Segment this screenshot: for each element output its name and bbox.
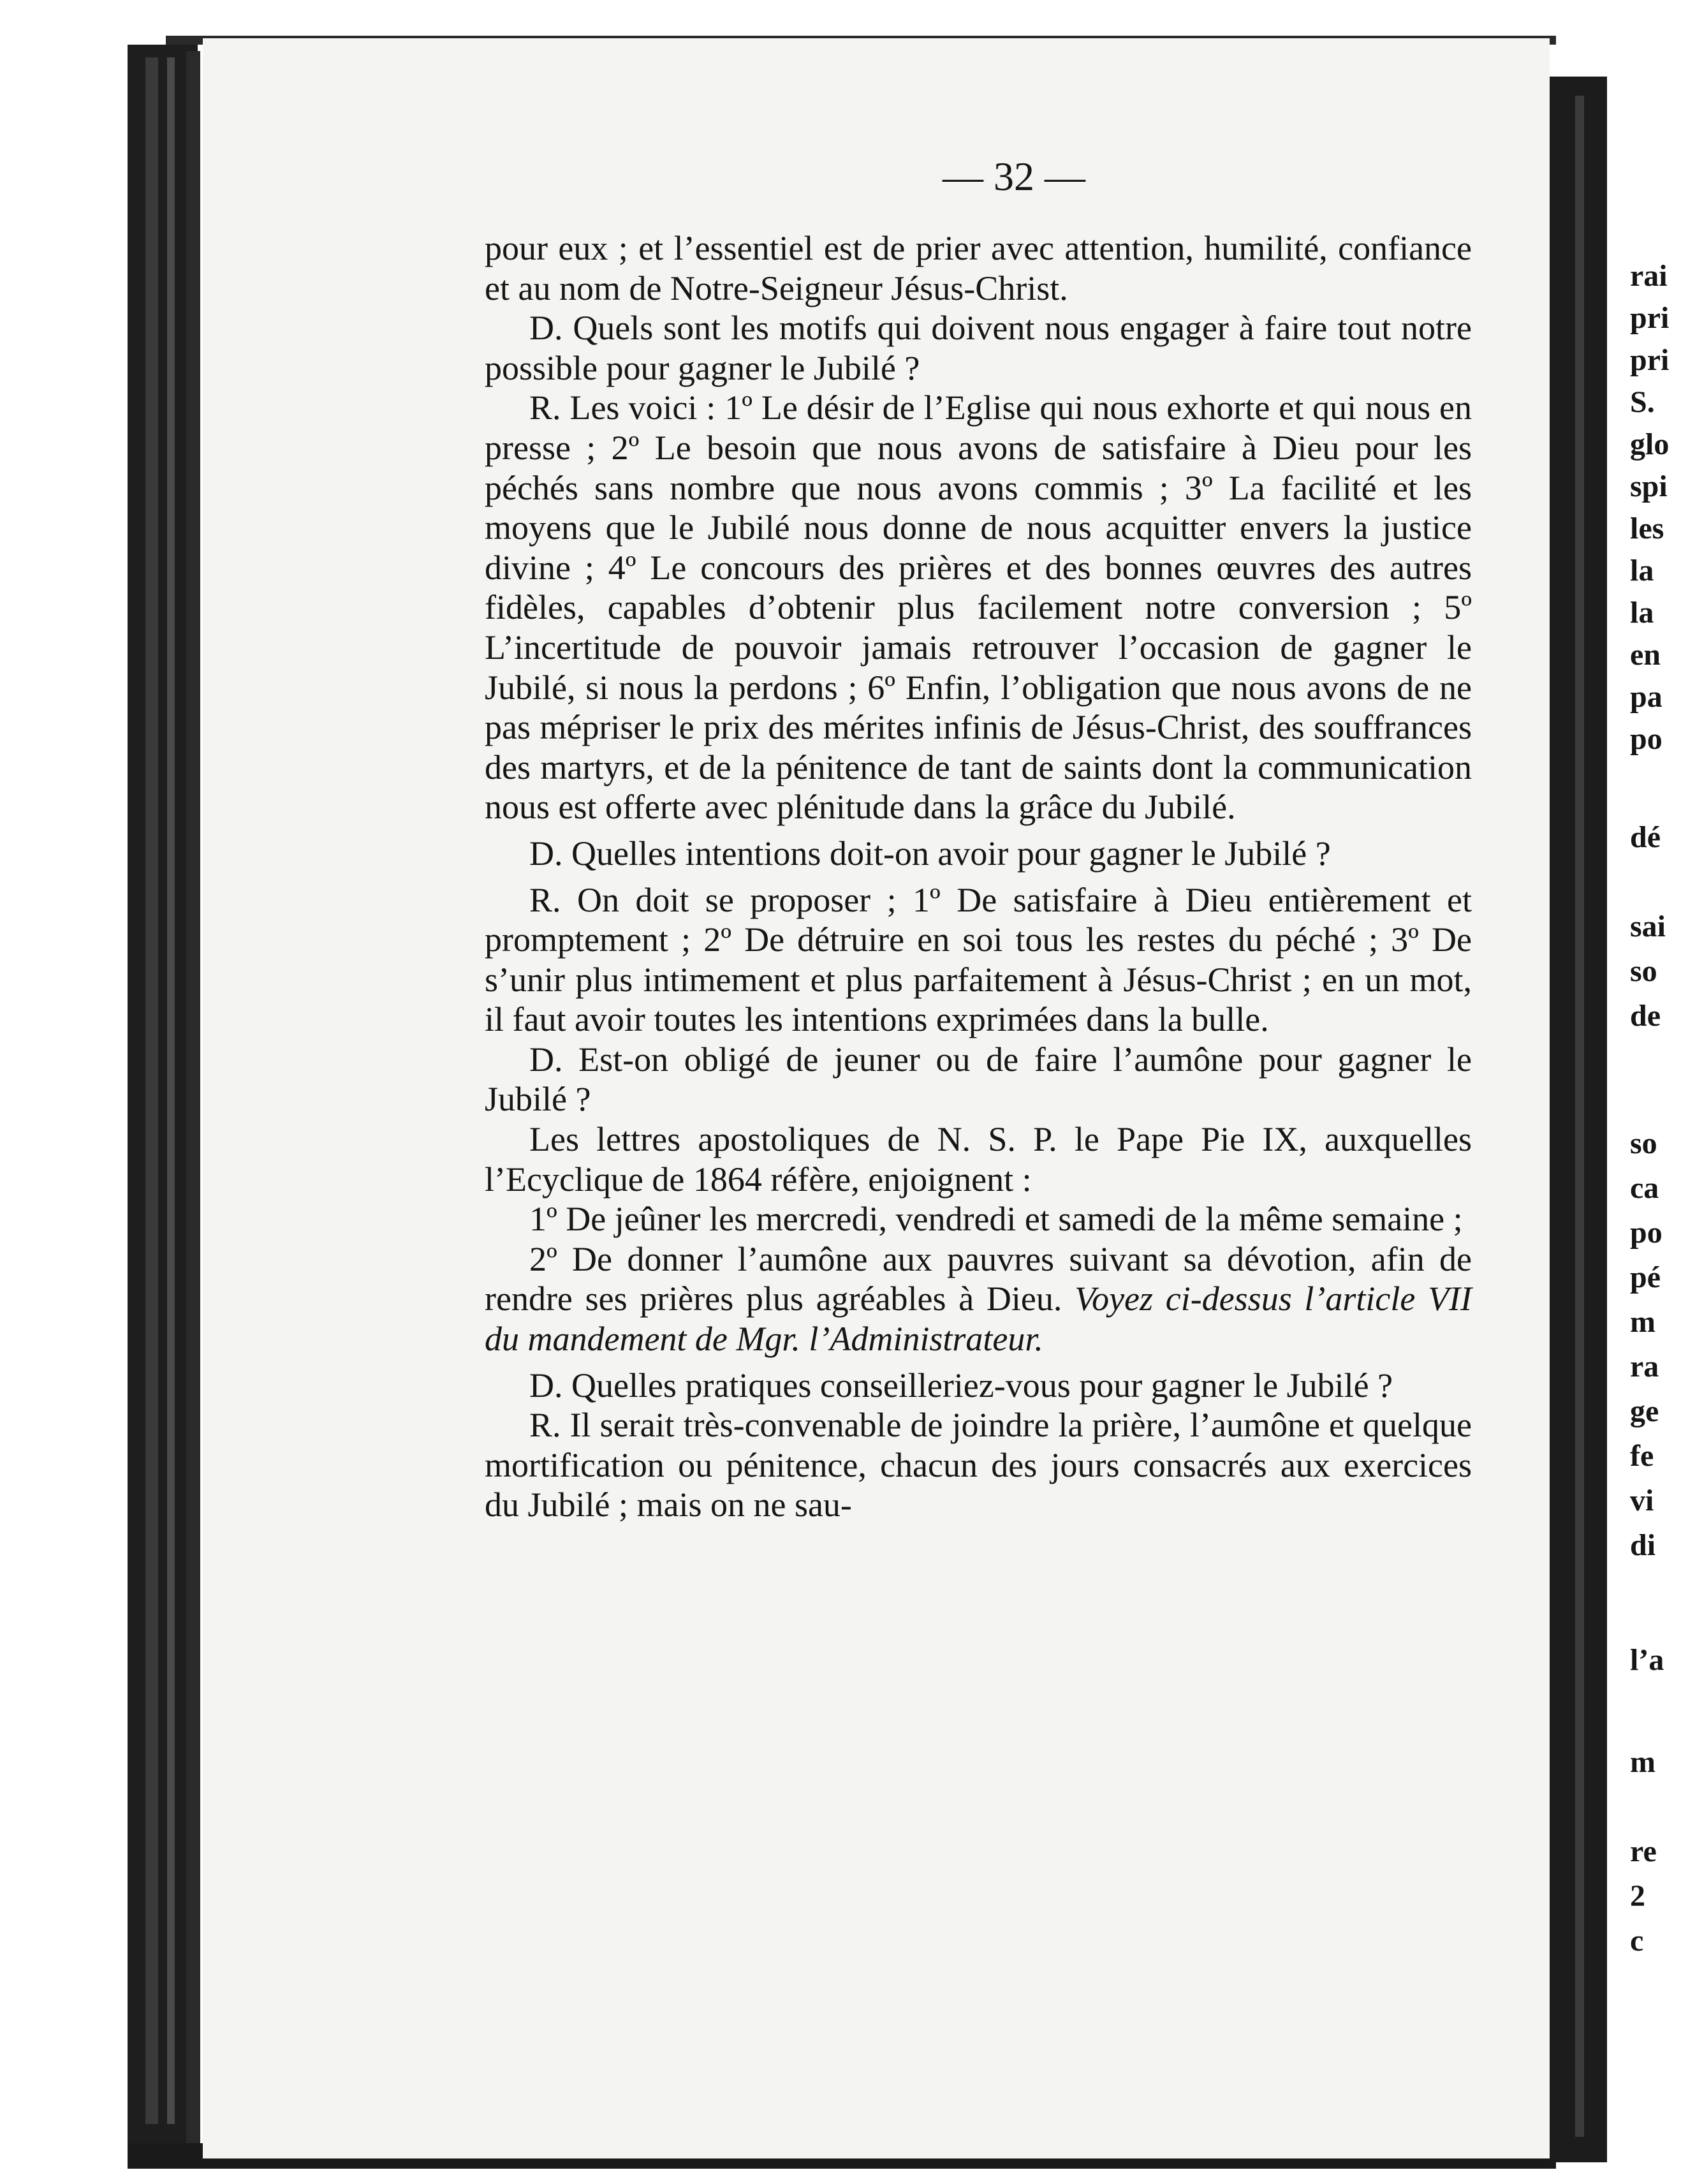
facing-page-fragment: re [1630,1834,1657,1868]
facing-page-fragment: vi [1630,1484,1654,1517]
facing-page-fragment: pa [1630,680,1663,714]
facing-page-fragment: rai [1630,259,1668,293]
question-fasting: D. Est-on obligé de jeuner ou de faire l’aumône pour gagner le Jubilé ? [485,1040,1472,1119]
facing-page-fragment: so [1630,1126,1657,1160]
facing-page-fragment: m [1630,1305,1655,1339]
facing-page-fragment: S. [1630,385,1655,419]
question-motifs: D. Quels sont les motifs qui doivent nous engager à faire tout notre possible pour gagner le Jubilé ? [485,309,1472,387]
facing-page-fragment: po [1630,1216,1663,1250]
question-practices: D. Quelles pratiques conseilleriez-vous pour gagner le Jubilé ? [529,1366,1393,1405]
facing-page-fragment: ge [1630,1394,1659,1428]
facing-page-fragment: po [1630,722,1663,756]
facing-page-fragment: glo [1630,427,1670,461]
facing-page-fragment: la [1630,554,1654,587]
facing-page-fragment: fe [1630,1439,1654,1473]
facing-page-fragments [1630,255,1681,1977]
almsgiving-reference: Voyez ci-dessus l’article VII du mandement de Mgr. l’Administrateur. [485,1280,1472,1359]
fasting-item: 1º De jeûner les mercredi, vendredi et samedi de la même semaine ; [529,1200,1463,1239]
answer-practices: R. Il serait très-convenable de joindre la prière, l’aumône et quelque mortification ou pénitence, chacun des jours consacrés aux exercices du Jubilé ; mais on ne sau- [485,1406,1472,1524]
facing-page-fragment: so [1630,954,1657,988]
facing-page-fragment: ra [1630,1350,1659,1383]
facing-page-fragment: la [1630,596,1654,630]
facing-page-fragment: ca [1630,1171,1659,1205]
facing-page-fragment: m [1630,1745,1655,1779]
facing-page-fragment: l’a [1630,1643,1664,1677]
facing-page-fragment: c [1630,1924,1644,1958]
facing-page-fragment: les [1630,512,1664,545]
facing-page-fragment: sai [1630,910,1666,943]
question-intentions: D. Quelles intentions doit-on avoir pour gagner le Jubilé ? [529,834,1331,873]
facing-page-fragment: en [1630,638,1661,672]
facing-page-fragment: pri [1630,301,1670,335]
facing-page-fragment: de [1630,999,1661,1033]
facing-page-fragment: 2 [1630,1879,1645,1913]
answer-intentions: R. On doit se proposer ; 1º De satisfaire à Dieu entièrement et promptement ; 2º De détruire en soi tous les restes du péché ; 3º De s’unir plus intimement et plus parfaitement à Jésus-Christ ; en un mot, il faut avoir toutes les intentions exprimées dans la bulle. [485,880,1472,1039]
almsgiving-text: 2º De donner l’aumône aux pauvres suivant sa dévotion, afin de rendre ses prières plus agréables à Dieu. [485,1239,1472,1318]
almsgiving-item [485,1239,1472,1359]
facing-page-fragment: pri [1630,343,1670,377]
facing-page-fragment: spi [1630,469,1668,503]
page-number: — 32 — [943,154,1085,199]
apostolic-letters: Les lettres apostoliques de N. S. P. le Pape Pie IX, auxquelles l’Ecyclique de 1864 réfère, enjoignent : [485,1120,1472,1199]
facing-page-fragment: dé [1630,820,1661,854]
facing-page-fragment: pé [1630,1260,1661,1294]
facing-page-fragment: di [1630,1528,1656,1562]
body-text [485,228,1472,1525]
answer-motifs: R. Les voici : 1º Le désir de l’Eglise qui nous exhorte et qui nous en presse ; 2º Le besoin que nous avons de satisfaire à Dieu pour les péchés sans nombre que nous avons commis ; 3º La facilité et les moyens que le Jubilé nous donne de nous acquitter envers la justice divine ; 4º Le concours des prières et des bonnes œuvres des autres fidèles, capables d’obtenir plus facilement notre conversion ; 5º L’incertitude de pouvoir jamais retrouver l’occasion de gagner le Jubilé, si nous la perdons ; 6º Enfin, l’obligation que nous avons de ne pas mépriser le prix des mérites infinis de Jésus-Christ, des souffrances des martyrs, et de la pénitence de tant de saints dont la communication nous est offerte avec plénitude dans la grâce du Jubilé. [485,388,1472,827]
paragraph-continuation: pour eux ; et l’essentiel est de prier avec attention, humilité, confiance et au nom de Notre-Seigneur Jésus-Christ. [485,229,1472,307]
